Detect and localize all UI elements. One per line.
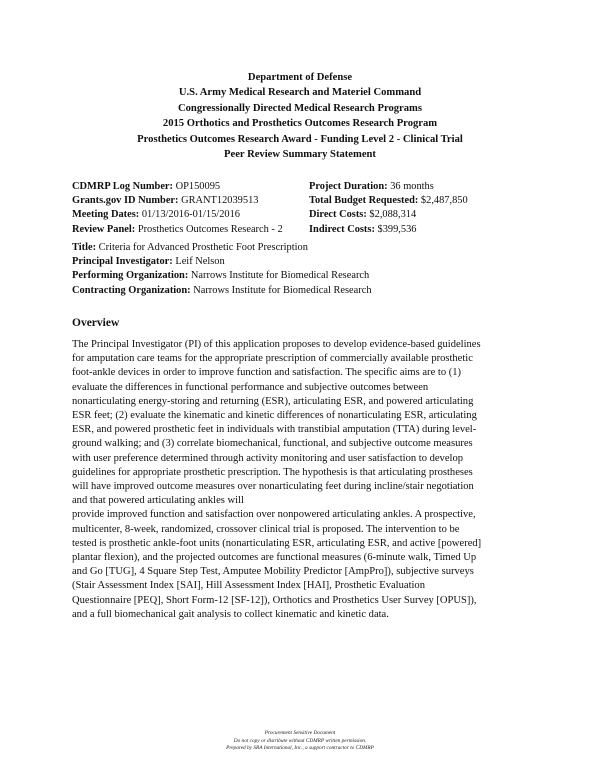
overview-heading: Overview xyxy=(72,317,120,329)
paragraph-line: plantar flexion), and the projected outcomes are functional measures (6-minute walk, Timed Up xyxy=(72,552,477,564)
meta-value: 36 months xyxy=(390,181,434,192)
meta-row xyxy=(72,180,542,194)
info-row xyxy=(72,255,542,269)
page-footer xyxy=(0,730,600,753)
meta-label: CDMRP Log Number: xyxy=(72,181,174,192)
footer-line: Procurement Sensitive Document xyxy=(264,730,336,736)
paragraph-line: nonarticulating energy-storing and returning (ESR), articulating ESR, and powered articulating xyxy=(72,395,474,407)
meta-value: $399,536 xyxy=(377,223,417,235)
paragraph-line: multicenter, 8-week, randomized, crossover clinical trial is proposed. The intervention to be xyxy=(72,523,460,535)
info-row xyxy=(72,269,542,283)
info-label: Performing Organization: xyxy=(72,270,189,282)
paragraph-line: will have improved outcome measures over nonarticulating feet during incline/stair negotiation xyxy=(72,481,474,493)
paragraph-line: ESR, and powered prosthetic feet in individuals with transtibial amputation (TTA) during level- xyxy=(72,424,477,436)
paragraph-line: and that powered articulating ankles will xyxy=(72,495,244,507)
meta-value: 01/13/2016-01/15/2016 xyxy=(141,209,240,221)
paragraph-line: and Go [TUG], 4 Square Step Test, Amputee Mobility Predictor [AmpPro]), subjective surveys xyxy=(72,566,474,578)
paragraph-line: evaluate the differences in functional performance and subjective outcomes between xyxy=(72,381,429,393)
overview-paragraph xyxy=(72,338,542,622)
info-value: Criteria for Advanced Prosthetic Foot Prescription xyxy=(98,242,308,253)
meta-value: $2,487,850 xyxy=(420,195,468,207)
paragraph-line: provide improved function and satisfaction over nonpowered articulating ankles. A prospective, xyxy=(72,509,476,521)
paragraph-line: guidelines for appropriate prosthetic prescription. The hypothesis is that articulating prostheses xyxy=(72,466,473,478)
footer-line: Do not copy or distribute without CDMRP written permission. xyxy=(233,737,367,744)
paragraph-line: tested is prosthetic ankle-foot units (nonarticulating ESR, articulating ESR, and active [powered] xyxy=(72,537,482,549)
meta-label: Meeting Dates: xyxy=(72,209,140,221)
meta-label: Total Budget Requested: xyxy=(309,195,419,207)
paragraph-line: foot-ankle devices in order to improve function and satisfaction. The specific aims are to (1) xyxy=(72,367,462,379)
paragraph-line: (Stair Assessment Index [SAI], Hill Assessment Index [HAI], Prosthetic Evaluation xyxy=(72,580,425,592)
meta-value: $2,088,314 xyxy=(369,209,417,221)
header-line: Department of Defense xyxy=(247,72,353,83)
header-line: U.S. Army Medical Research and Materiel Command xyxy=(178,87,422,99)
meta-label: Project Duration: xyxy=(309,181,388,192)
meta-label: Direct Costs: xyxy=(309,209,367,221)
meta-value: GRANT12039513 xyxy=(181,195,259,207)
info-value: Narrows Institute for Biomedical Research xyxy=(190,270,370,282)
header-line: 2015 Orthotics and Prosthetics Outcomes Research Program xyxy=(162,118,438,130)
meta-block xyxy=(72,180,542,237)
meta-row xyxy=(72,208,542,222)
footer-line: Prepared by SRA International, Inc., a support contractor to CDMRP xyxy=(226,745,374,752)
paragraph-line: and a full biomechanical gait analysis to collect kinematic and kinetic data. xyxy=(72,608,389,620)
paragraph-line: Questionnaire [PEQ], Short Form-12 [SF-12]), Orthotics and Prosthetics User Survey [OPUS]), xyxy=(72,594,477,606)
meta-value: OP150095 xyxy=(175,181,221,192)
header-line: Prosthetics Outcomes Research Award - Funding Level 2 - Clinical Trial xyxy=(137,133,463,145)
info-label: Principal Investigator: xyxy=(72,256,173,268)
info-value: Narrows Institute for Biomedical Research xyxy=(193,284,372,296)
project-info xyxy=(72,241,542,298)
meta-row xyxy=(72,223,542,237)
paragraph-line: ground walking; and (3) correlate biomechanical, functional, and subjective outcome measures xyxy=(72,438,473,450)
info-row xyxy=(72,284,542,298)
document-header xyxy=(0,70,600,162)
meta-value: Prosthetics Outcomes Research - 2 xyxy=(137,223,283,235)
info-label: Title: xyxy=(72,242,97,253)
paragraph-line: with user preference determined through activity monitoring and user satisfaction to develop xyxy=(72,452,463,464)
paragraph-line: The Principal Investigator (PI) of this application proposes to develop evidence-based guidelines xyxy=(72,339,481,350)
paragraph-line: for amputation care teams for the appropriate prescription of commercially available prosthetic xyxy=(72,353,473,365)
meta-label: Review Panel: xyxy=(72,223,136,235)
meta-label: Indirect Costs: xyxy=(309,223,375,235)
header-line: Peer Review Summary Statement xyxy=(224,149,376,161)
meta-row xyxy=(72,194,542,208)
header-line: Congressionally Directed Medical Research Programs xyxy=(177,102,422,114)
info-row xyxy=(72,241,542,255)
info-label: Contracting Organization: xyxy=(72,284,191,296)
paragraph-line: ESR feet; (2) evaluate the kinematic and kinetic differences of nonarticulating ESR, articulating xyxy=(72,410,477,422)
meta-label: Grants.gov ID Number: xyxy=(72,195,179,207)
info-value: Leif Nelson xyxy=(175,256,225,268)
